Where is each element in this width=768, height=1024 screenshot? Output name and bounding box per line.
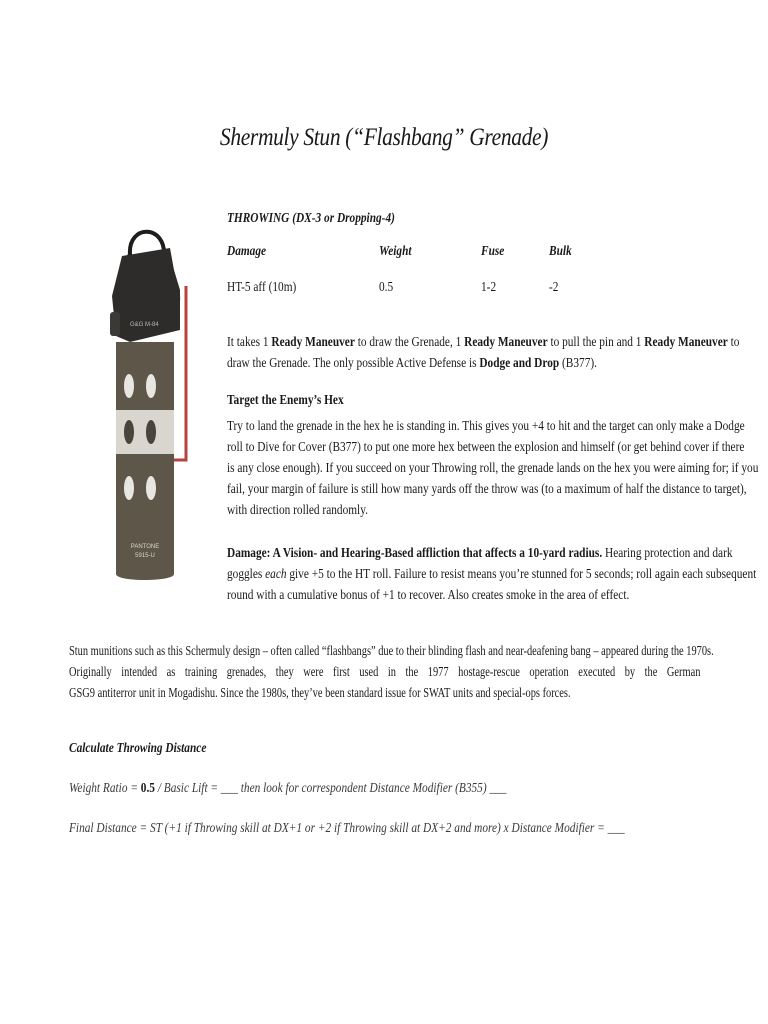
grenade-body-lower [116, 454, 174, 508]
cell-damage: HT-5 aff (10m) [227, 279, 297, 294]
target-paragraph [227, 415, 758, 520]
page-title: Shermuly Stun (“Flashbang” Grenade) [219, 124, 549, 151]
ready-paragraph [227, 331, 739, 373]
target-heading: Target the Enemy’s Hex [227, 392, 344, 407]
target-line: roll to Dive for Cover (B377) to put one more hex between the explosion and himself (or get behind cover if there [227, 439, 745, 454]
target-line: Try to land the grenade in the hex he is standing in. This gives you +4 to hit and the target can only make a Dodge [227, 418, 745, 433]
target-line: fail, your margin of failure is still how many yards off the throw was (to a maximum of half the distance to target), [227, 481, 747, 496]
cell-weight: 0.5 [379, 279, 394, 294]
base-label-2: 5915-U [135, 553, 155, 559]
damage-line-3: round with a cumulative bonus of +1 to recover. Also creates smoke in the area of effect. [227, 587, 630, 602]
cell-fuse: 1-2 [481, 279, 497, 294]
history-line: Originally intended as training grenades, they were first used in the 1977 hostage-rescue operation executed by the German [69, 664, 701, 679]
col-fuse: Fuse [481, 243, 505, 258]
col-weight: Weight [379, 243, 412, 258]
history-paragraph [69, 640, 714, 703]
col-damage: Damage [227, 243, 267, 258]
spoon-label: G&G M-84 [130, 322, 159, 328]
target-line: is any close enough). If you succeed on your Throwing roll, the grenade lands on the hex you were aiming for; if you [227, 460, 759, 475]
grenade-illustration [100, 226, 195, 586]
calc-heading: Calculate Throwing Distance [69, 740, 207, 755]
damage-line-1: Damage: A Vision- and Hearing-Based affliction that affects a 10-yard radius. Hearing protection and dark [227, 545, 733, 560]
weight-ratio-formula: Weight Ratio = 0.5 / Basic Lift = ___ then look for correspondent Distance Modifier (B355) ___ [69, 780, 507, 795]
ready-line-1: It takes 1 Ready Maneuver to draw the Grenade, 1 Ready Maneuver to pull the pin and 1 Ready Maneuver to [227, 334, 740, 349]
ready-line-2: draw the Grenade. The only possible Active Defense is Dodge and Drop (B377). [227, 355, 597, 370]
col-bulk: Bulk [549, 243, 572, 258]
damage-line-2: goggles each give +5 to the HT roll. Failure to resist means you’re stunned for 5 seconds; roll again each subsequent [227, 566, 757, 581]
final-distance-formula: Final Distance = ST (+1 if Throwing skill at DX+1 or +2 if Throwing skill at DX+2 and more) x Distance Modifier = ___ [69, 820, 625, 835]
throwing-header: THROWING (DX-3 or Dropping-4) [227, 210, 395, 225]
grenade-body-upper [116, 342, 174, 410]
history-line: Stun munitions such as this Schermuly design – often called “flashbangs” due to their blinding flash and near-deafening bang – appeared during the 1970s. [69, 643, 714, 658]
cell-bulk: -2 [549, 279, 559, 294]
base-label-1: PANTONE [130, 544, 160, 550]
target-line: with direction rolled randomly. [227, 502, 368, 517]
history-line: GSG9 antiterror unit in Mogadishu. Since the 1980s, they’ve been standard issue for SWAT units and special-ops forces. [69, 685, 571, 700]
grenade-image [100, 226, 195, 586]
damage-paragraph [227, 542, 756, 605]
